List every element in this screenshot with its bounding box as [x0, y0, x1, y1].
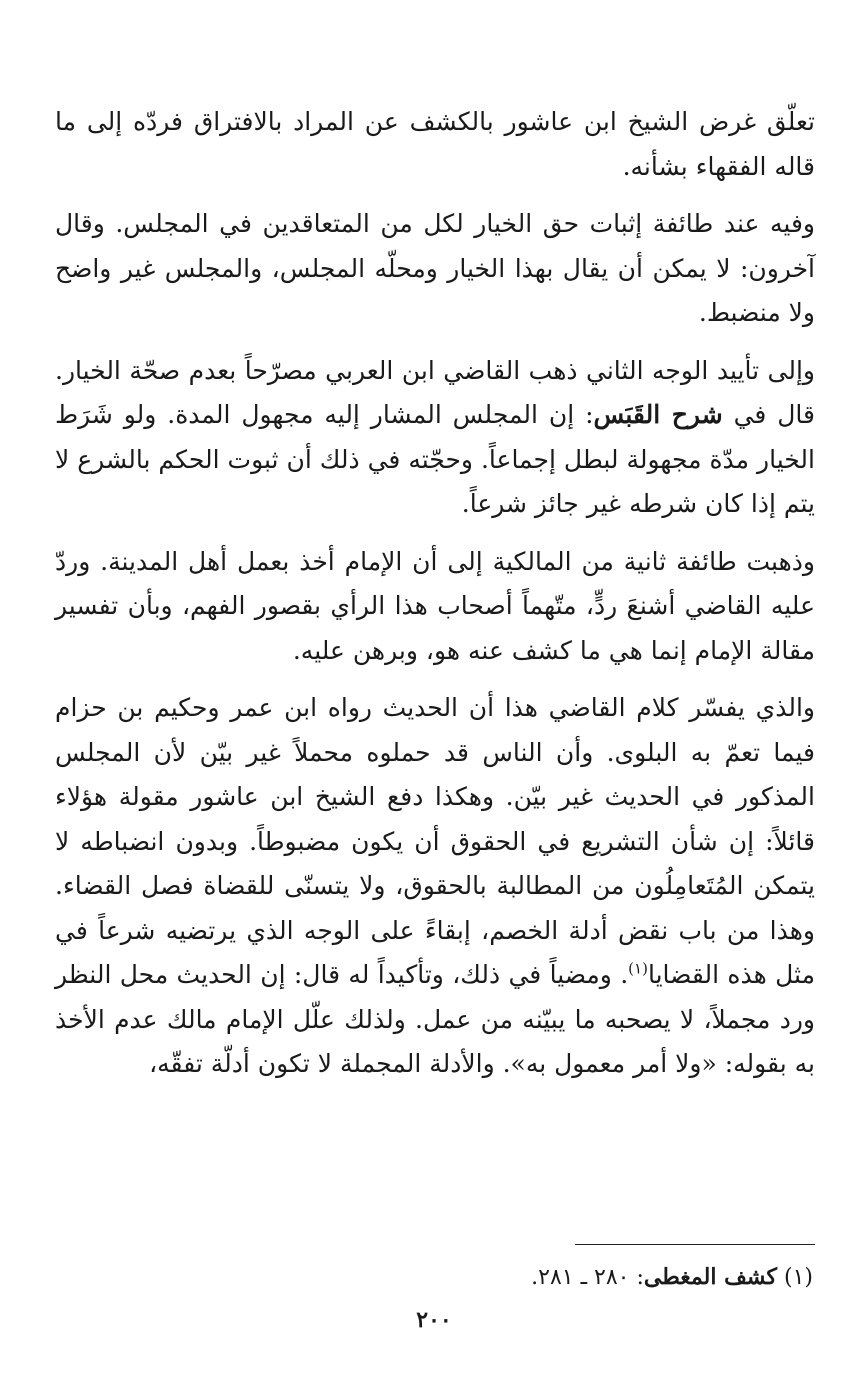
paragraph-2 [55, 202, 815, 336]
page-body [55, 100, 815, 1100]
paragraph-5-text-after: . ومضياً في ذلك، وتأكيداً له قال: إن الحديث محل النظر ورد مجملاً، لا يصحبه ما يبيّنه من عمل. ولذلك علّل الإمام مالك عدم الأخذ به بقوله: «ولا أمر معمول به». والأدلة المجملة لا تكون أدلّة تفقّه، [55, 960, 815, 1078]
page-number: ٢٠٠ [416, 1307, 452, 1333]
footnote-reference[interactable]: (١) [628, 959, 648, 978]
paragraph-1 [55, 100, 815, 189]
paragraph-3-text-after: : إن المجلس المشار إليه مجهول المدة. ولو شَرَط الخيار مدّة مجهولة لبطل إجماعاً. وحجّته في ذلك أن ثبوت الحكم بالشرع لا يتم إذا كان شرطه غير جائز شرعاً. [55, 400, 815, 518]
footnote-source: كشف المغطى [643, 1264, 777, 1290]
footnote [53, 1260, 813, 1295]
footnote-marker: (١) [783, 1265, 813, 1290]
paragraph-5 [55, 686, 815, 1087]
paragraph-3 [55, 349, 815, 527]
paragraph-3-text-before: وإلى تأييد الوجه الثاني ذهب القاضي ابن العربي مصرّحاً بعدم صحّة الخيار. قال في [55, 355, 816, 429]
footnote-pages: : ٢٨٠ ـ ٢٨١. [531, 1265, 644, 1290]
footnote-divider [575, 1244, 815, 1245]
paragraph-2-text: وفيه عند طائفة إثبات حق الخيار لكل من المتعاقدين في المجلس. وقال آخرون: لا يمكن أن يقال بهذا الخيار ومحلّه المجلس، والمجلس غير واضح ولا منضبط. [55, 209, 816, 327]
paragraph-1-text: تعلّق غرض الشيخ ابن عاشور بالكشف عن المراد بالافتراق فردّه إلى ما قاله الفقهاء بشأنه. [55, 107, 815, 181]
paragraph-4 [55, 540, 815, 674]
paragraph-4-text: وذهبت طائفة ثانية من المالكية إلى أن الإمام أخذ بعمل أهل المدينة. وردّ عليه القاضي أشنعَ ردٍّ، متّهماً أصحاب هذا الرأي بقصور الفهم، وبأن تفسير مقالة الإمام إنما هي ما كشف عنه هو، وبرهن عليه. [55, 546, 815, 665]
book-title-sharh-al-qabas: شرح القَبَس [593, 400, 723, 429]
paragraph-5-text-before: والذي يفسّر كلام القاضي هذا أن الحديث رواه ابن عمر وحكيم بن حزام فيما تعمّ به البلوى. وأن الناس قد حملوه محملاً غير بيّن لأن المجلس المذكور في الحديث غير بيّن. وهكذا دفع الشيخ ابن عاشور مقولة هؤلاء قائلاً: إن شأن التشريع في الحقوق أن يكون مضبوطاً. وبدون انضباطه لا يتمكن المُتَعامِلُون من المطالبة بالحقوق، ولا يتسنّى للقضاة فصل القضاء. وهذا من باب نقض أدلة الخصم، إبقاءً على الوجه الذي يرتضيه شرعاً في مثل هذه القضايا [55, 693, 815, 989]
